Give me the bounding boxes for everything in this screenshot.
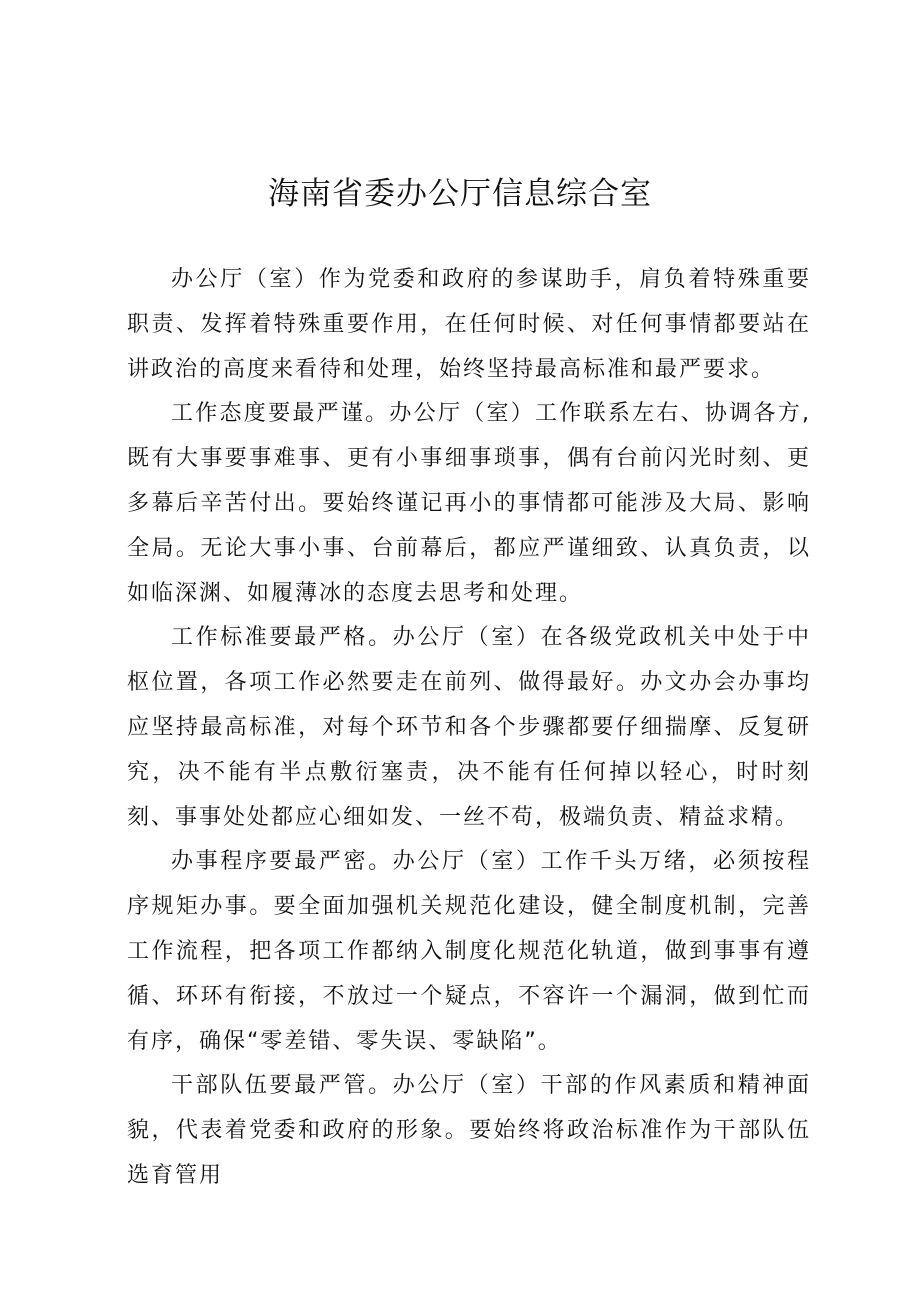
- paragraph-intro: 办公厅（室）作为党委和政府的参谋助手，肩负着特殊重要职责、发挥着特殊重要作用，在任何时候、对任何事情都要站在讲政治的高度来看待和处理，始终坚持最高标准和最严要求。: [127, 267, 811, 382]
- document-title: 海南省委办公厅信息综合室: [268, 176, 652, 212]
- paragraph-procedure: 办事程序要最严密。办公厅（室）工作千头万绪，必须按程序规矩办事。要全面加强机关规范化建设，健全制度机制，完善工作流程，把各项工作都纳入制度化规范化轨道，做到事事有遵循、环环有衔接，不放过一个疑点，不容许一个漏洞，做到忙而有序，确保“零差错、零失误、零缺陷”。: [127, 849, 811, 1054]
- document-body: [127, 258, 811, 1199]
- paragraph-work-attitude: 工作态度要最严谨。办公厅（室）工作联系左右、协调各方,既有大事要事难事、更有小事细事琐事，偶有台前闪光时刻、更多幕后辛苦付出。要始终谨记再小的事情都可能涉及大局、影响全局。无论大事小事、台前幕后，都应严谨细致、认真负责，以如临深渊、如履薄冰的态度去思考和处理。: [127, 401, 811, 606]
- paragraph-cadre-team: 干部队伍要最严管。办公厅（室）干部的作风素质和精神面貌，代表着党委和政府的形象。要始终将政治标准作为干部队伍选育管用: [127, 1073, 811, 1188]
- paragraph-work-standard: 工作标准要最严格。办公厅（室）在各级党政机关中处于中枢位置，各项工作必然要走在前列、做得最好。办文办会办事均应坚持最高标准，对每个环节和各个步骤都要仔细揣摩、反复研究，决不能有半点敷衍塞责，决不能有任何掉以轻心，时时刻刻、事事处处都应心细如发、一丝不苟，极端负责、精益求精。: [127, 625, 811, 830]
